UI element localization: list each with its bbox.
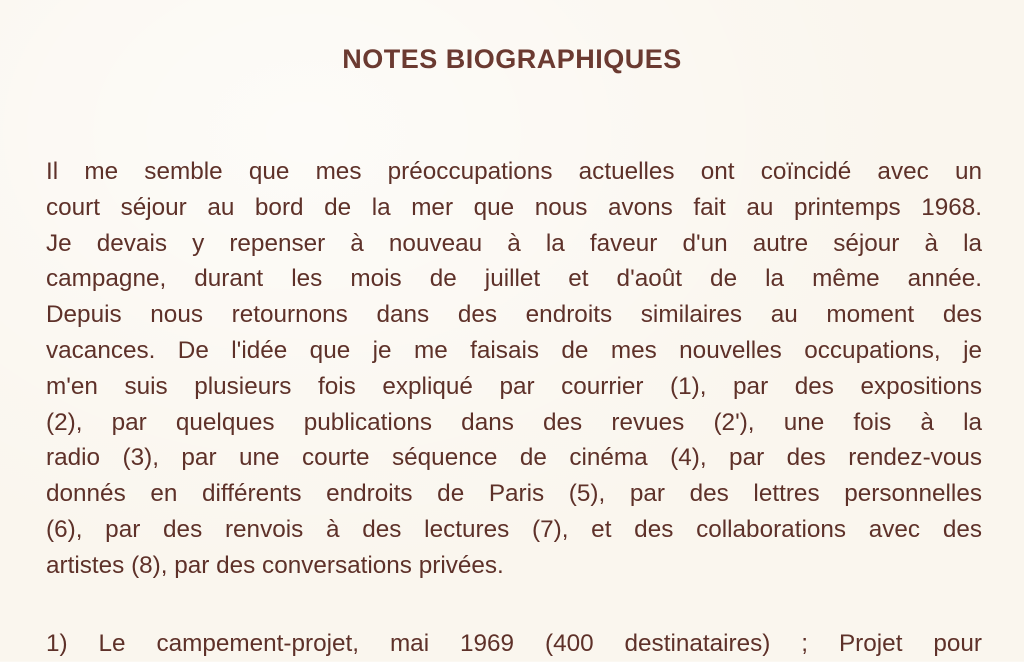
main-paragraph [46, 154, 982, 584]
paragraph-line: Depuis nous retournons dans des endroits similaires au moment des [46, 301, 982, 329]
paragraph-line: Je devais y repenser à nouveau à la faveur d'un autre séjour à la [46, 229, 982, 257]
paragraph-line: artistes (8), par des conversations privées. [46, 551, 504, 579]
paragraph-line: court séjour au bord de la mer que nous avons fait au printemps 1968. [46, 193, 982, 221]
paragraph-line: (6), par des renvois à des lectures (7), et des collaborations avec des [46, 515, 982, 543]
page-title: NOTES BIOGRAPHIQUES [342, 44, 682, 74]
paragraph-line: vacances. De l'idée que je me faisais de mes nouvelles occupations, je [46, 336, 982, 364]
footnote-line: 1) Le campement-projet, mai 1969 (400 destinataires) ; Projet pour [46, 630, 982, 657]
paragraph-line: (2), par quelques publications dans des revues (2'), une fois à la [46, 408, 982, 436]
paragraph-line: donnés en différents endroits de Paris (5), par des lettres personnelles [46, 480, 982, 508]
paragraph-line: campagne, durant les mois de juillet et d'août de la même année. [46, 265, 982, 293]
paragraph-line: m'en suis plusieurs fois expliqué par courrier (1), par des expositions [46, 372, 982, 400]
paragraph-line: Il me semble que mes préoccupations actuelles ont coïncidé avec un [46, 158, 982, 185]
paragraph-line: radio (3), par une courte séquence de cinéma (4), par des rendez-vous [46, 444, 982, 472]
